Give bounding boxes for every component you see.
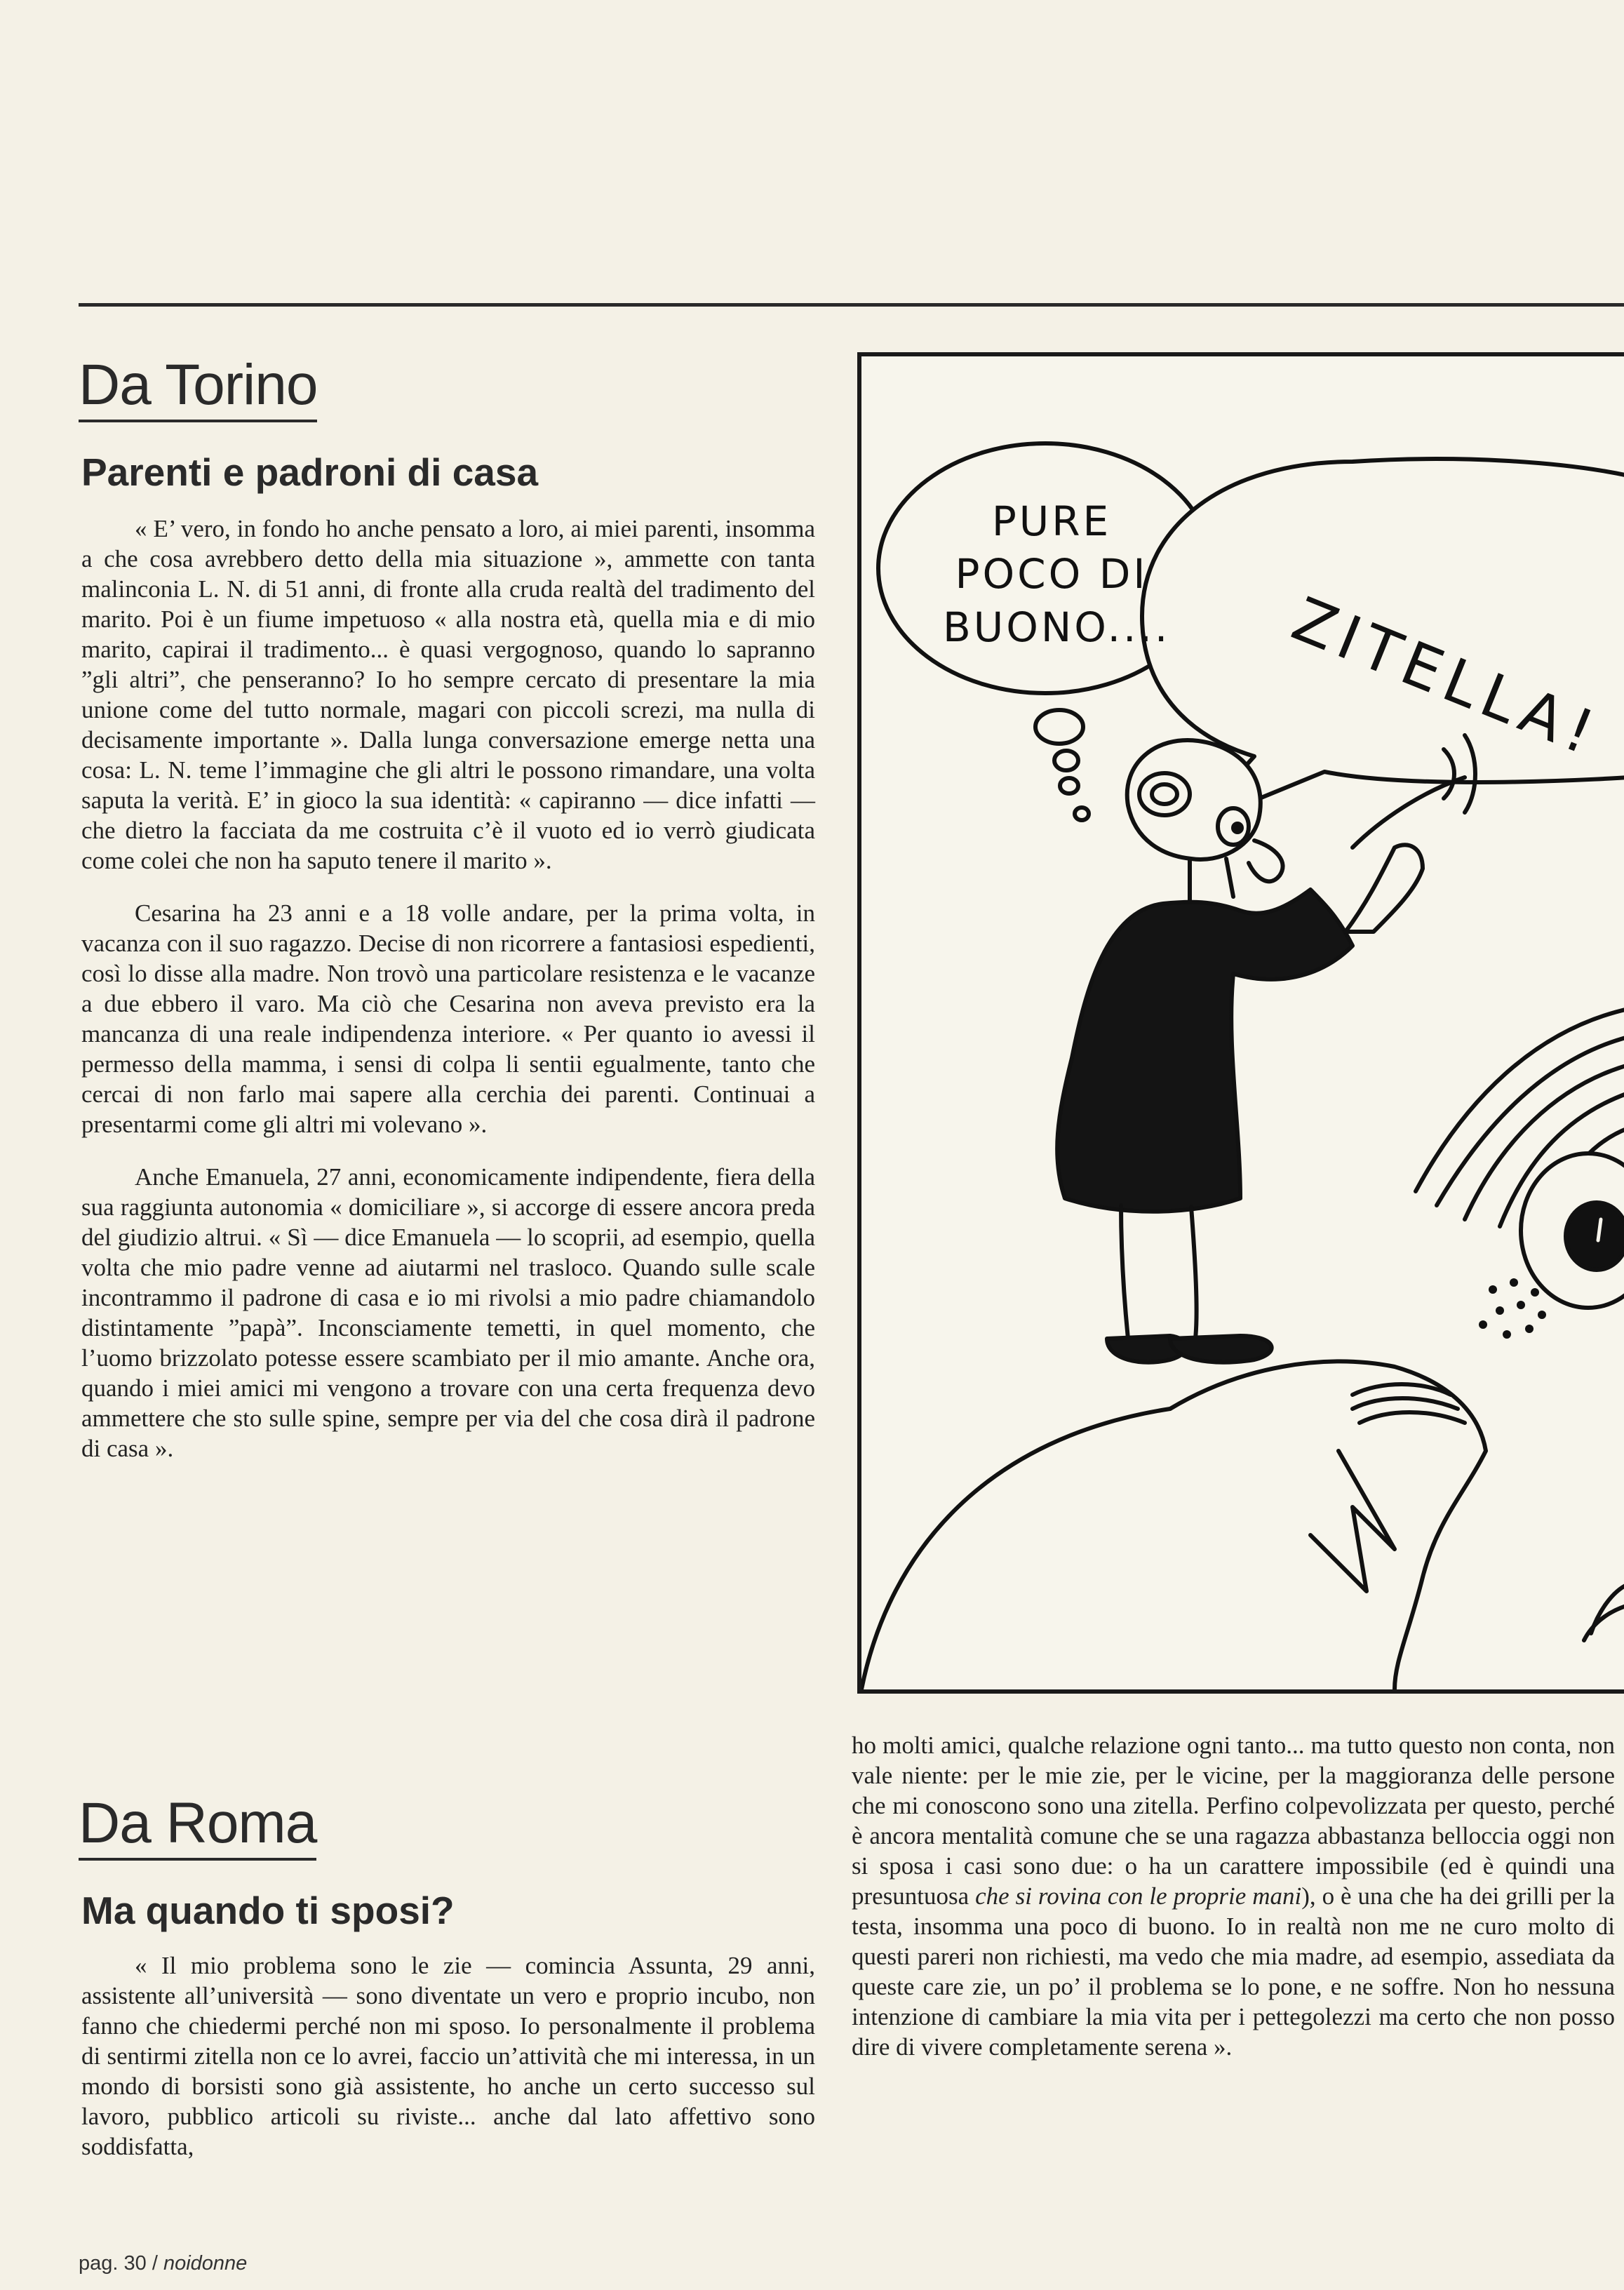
continuation-text: ho molti amici, qualche relazione ogni tanto... ma tutto questo non conta, non vale niente: per le mie zie, per le vicine, per la maggioranza delle persone che mi conoscono sono una zitella. Perfino colpevolizzata per questo, perché è ancora mentalità comune che se una ragazza abbastanza belloccia oggi non si sposa i casi sono due: o ha un carattere impossibile (ed è quindi una presuntuosa [852, 1732, 1615, 1910]
subtitle-roma: Ma quando ti sposi? [81, 1889, 455, 1932]
magazine-name: noidonne [163, 2252, 248, 2275]
article-column-roma [81, 1950, 815, 2162]
article-column-continuation [852, 1730, 1615, 2062]
section-title-torino: Da Torino [79, 356, 317, 422]
paragraph-continuation [852, 1730, 1615, 2062]
thought-line: BUONO.... [943, 603, 1171, 651]
thought-bubble-text [943, 495, 1171, 654]
page-number: pag. 30 [79, 2252, 147, 2275]
section-title-roma: Da Roma [79, 1795, 316, 1861]
thought-line: PURE [991, 497, 1112, 545]
continuation-text: ), o è una che ha dei grilli per la testa, insomma una poco di buono. Io in realtà non me ne curo molto di questi pareri non richiesti, ma vedo che mia madre, ad esempio, assediata da queste care zie, un po’ il problema se lo pone, e ne soffre. Non ho nessuna intenzione di cambiare la mia vita per i pettegolezzi ma certo che non posso dire di vivere completamente serena ». [852, 1882, 1615, 2061]
paragraph: Anche Emanuela, 27 anni, economicamente indipendente, fiera della sua raggiunta autonomia « domiciliare », si accorge di essere ancora preda del giudizio altrui. « Sì — dice Emanuela — lo scoprii, ad esempio, quella volta che mio padre venne ad aiutarmi nel trasloco. Quando sulle scale incontrammo il padrone di casa e io mi rivolsi a mio padre chiamandolo distintamente ”papà”. Inconsciamente temetti, in quel momento, che l’uomo brizzolato potesse essere scambiato per il mio amante. Anche ora, quando i miei amici mi vengono a trovare con una certa frequenza devo ammettere che sto sulle spine, sempre per via del che cosa dirà il padrone di casa ». [81, 1163, 815, 1462]
continuation-italic: che si rovina con le proprie mani [975, 1882, 1302, 1910]
page-footer [79, 2252, 247, 2275]
header-rule [79, 303, 1624, 307]
paragraph: « Il mio problema sono le zie — comincia Assunta, 29 anni, assistente all’università — sono diventate un vero e proprio incubo, non fanno che chiedermi perché non mi sposo. Io personalmente il problema di sentirmi zitella non ce lo avrei, faccio un’attività che mi interessa, in un mondo di borsisti sono già assistente, ho anche un certo successo sul lavoro, pubblico articoli su riviste... anche dal lato affettivo sono soddisfatta, [81, 1952, 815, 2160]
footer-separator: / [152, 2252, 158, 2275]
paragraph: « E’ vero, in fondo ho anche pensato a loro, ai miei parenti, insomma a che cosa avrebbero detto della mia situazione », ammette con tanta malinconia L. N. di 51 anni, di fronte alla cruda realtà del tradimento del marito. Poi è un fiume impetuoso « alla nostra età, quella mia e di mio marito, capirai il tradimento... è quasi vergognoso, quando lo sapranno ”gli altri”, che penseranno? Io ho sempre cercato di presentare la mia unione come del tutto normale, magari con piccoli screzi, ma nulla di decisamente importante ». Dalla lunga conversazione emerge netta una cosa: L. N. teme l’immagine che gli altri le possono rimandare, una volta saputa la verità. E’ in gioco la sua identità: « capiranno — dice infatti — che dietro la facciata da me costruita c’è il vuoto ed io verrò giudicata come colei che non ha saputo tenere il marito ». [81, 515, 815, 874]
speech-bubble-text: ZITELLA! [1282, 584, 1610, 771]
article-column-torino [81, 514, 815, 1464]
cartoon-illustration [857, 352, 1624, 1694]
thought-line: POCO DI [955, 550, 1148, 598]
subtitle-torino: Parenti e padroni di casa [81, 450, 539, 494]
paragraph: Cesarina ha 23 anni e a 18 volle andare, per la prima volta, in vacanza con il suo ragazzo. Decise di non ricorrere a fantasiosi espedienti, così lo disse alla madre. Non trovò una particolare resistenza e le vacanze a due ebbero il varo. Ma ciò che Cesarina non aveva previsto era la mancanza di una reale indipendenza interiore. « Per quanto io avessi il permesso della mamma, i sensi di colpa li sentii egualmente, tanto che cercai di non farlo mai sapere alla cerchia dei parenti. Continuai a presentarmi come gli altri mi volevano ». [81, 899, 815, 1138]
